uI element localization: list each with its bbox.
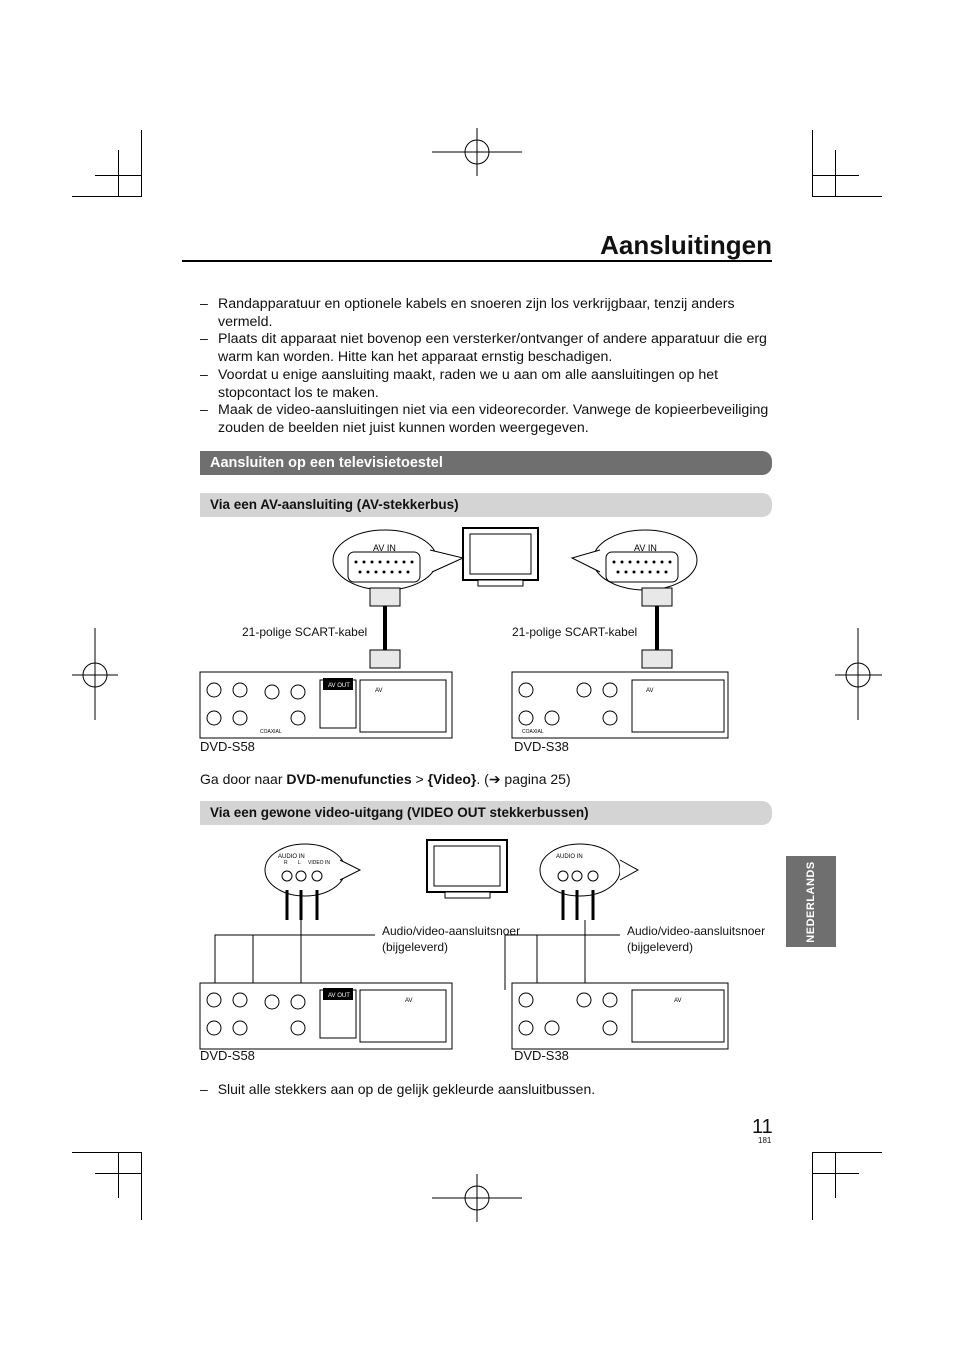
- note-text: Maak de video-aansluitingen niet via een videorecorder. Vanwege de kopieerbeveiliging zouden de beelden niet juist kunnen worden weergegeven.: [218, 402, 769, 436]
- note-item: [200, 402, 775, 437]
- scart-cable-left-label: 21-polige SCART-kabel: [242, 625, 368, 639]
- av-cable-right: [505, 920, 620, 990]
- dvd-s58-panel: [200, 983, 452, 1049]
- menu-instruction: [200, 771, 571, 788]
- note-dash: –: [200, 296, 208, 312]
- l-label: L: [298, 860, 301, 866]
- note-dash: –: [200, 366, 208, 383]
- model-right: DVD-S38: [514, 739, 569, 754]
- av-cable-right-label-line1: Audio/video-aansluitsnoer: [627, 924, 766, 938]
- audio-in-callout-left: [265, 844, 360, 920]
- subsection-av-title: Via een AV-aansluiting (AV-stekkerbus): [200, 493, 772, 517]
- model-left: DVD-S58: [200, 739, 255, 754]
- av-cable-right-label-line2: (bijgeleverd): [627, 940, 694, 954]
- menu-separator: >: [411, 771, 428, 787]
- av-label: AV: [646, 688, 654, 694]
- coaxial-label: COAXIAL: [522, 729, 544, 735]
- video-in-label: VIDEO IN: [308, 860, 330, 866]
- r-label: R: [284, 860, 288, 866]
- language-tab-label: NEDERLANDS: [805, 860, 817, 943]
- subsection-video-out-title: Via een gewone video-uitgang (VIDEO OUT stekkerbussen): [200, 801, 772, 825]
- av-label: AV: [674, 998, 682, 1004]
- note-item: [200, 367, 775, 402]
- av-label: AV: [375, 688, 383, 694]
- menu-prefix: Ga door naar: [200, 771, 287, 787]
- av-in-callout-left: [333, 530, 463, 590]
- coaxial-label: COAXIAL: [260, 729, 282, 735]
- scart-cable-left: [370, 588, 400, 668]
- menu-item: DVD-menufuncties: [286, 771, 412, 787]
- arrow-right-icon: ➔: [488, 771, 501, 787]
- note-text: Voordat u enige aansluiting maakt, raden we u aan om alle aansluitingen op het stopcontact los te maken.: [218, 366, 719, 401]
- note-text: Randapparatuur en optionele kabels en snoeren zijn los verkrijgbaar, tenzij anders vermeld.: [218, 296, 735, 330]
- scart-diagram: [180, 520, 740, 760]
- note-dash: –: [200, 331, 208, 348]
- note-text: Plaats dit apparaat niet bovenop een versterker/ontvanger of andere apparatuur die erg warm kan worden. Hitte kan het apparaat ernstig beschadigen.: [218, 331, 767, 366]
- note-dash: –: [200, 402, 208, 419]
- audio-in-label: AUDIO IN: [556, 854, 583, 860]
- av-cable-left-label-line2: (bijgeleverd): [382, 940, 449, 954]
- dvd-s38-panel: [512, 672, 728, 738]
- av-in-label: AV IN: [373, 543, 396, 553]
- menu-subitem: {Video}: [427, 771, 477, 787]
- sub-page-number: 181: [758, 1136, 772, 1145]
- final-note: [200, 1081, 595, 1097]
- audio-in-callout-right: [540, 844, 638, 920]
- dvd-s38-panel: [512, 983, 728, 1049]
- av-out-label: AV OUT: [328, 683, 350, 689]
- note-dash: –: [200, 1081, 208, 1097]
- av-cable-right-label: [627, 923, 765, 955]
- menu-suffix: . (: [476, 771, 489, 787]
- dvd-s58-panel: [200, 672, 452, 738]
- scart-cable-right: [642, 588, 672, 668]
- av-in-label: AV IN: [634, 543, 657, 553]
- av-cable-left-label: [382, 923, 520, 955]
- audio-in-label: AUDIO IN: [278, 854, 305, 860]
- page-number: 11: [752, 1116, 773, 1138]
- model-left: DVD-S58: [200, 1048, 255, 1063]
- av-cable-left-label-line1: Audio/video-aansluitsnoer: [382, 924, 521, 938]
- note-text: Sluit alle stekkers aan op de gelijk gekleurde aansluitbussen.: [217, 1081, 596, 1097]
- language-tab: [786, 856, 836, 947]
- notes-list: [200, 296, 775, 438]
- note-item: [200, 296, 775, 331]
- model-right: DVD-S38: [514, 1048, 569, 1063]
- av-out-label: AV OUT: [328, 993, 350, 999]
- menu-page-ref: pagina 25): [500, 771, 571, 787]
- tv-icon: [463, 528, 538, 586]
- av-cable-left: [215, 920, 375, 990]
- scart-cable-right-label: 21-polige SCART-kabel: [512, 625, 638, 639]
- title-rule: [182, 260, 772, 262]
- tv-icon: [427, 840, 507, 898]
- av-label: AV: [405, 998, 413, 1004]
- av-in-callout-right: [572, 530, 697, 590]
- section-title: Aansluiten op een televisietoestel: [200, 451, 772, 475]
- note-item: [200, 331, 775, 366]
- page-title: Aansluitingen: [600, 230, 772, 260]
